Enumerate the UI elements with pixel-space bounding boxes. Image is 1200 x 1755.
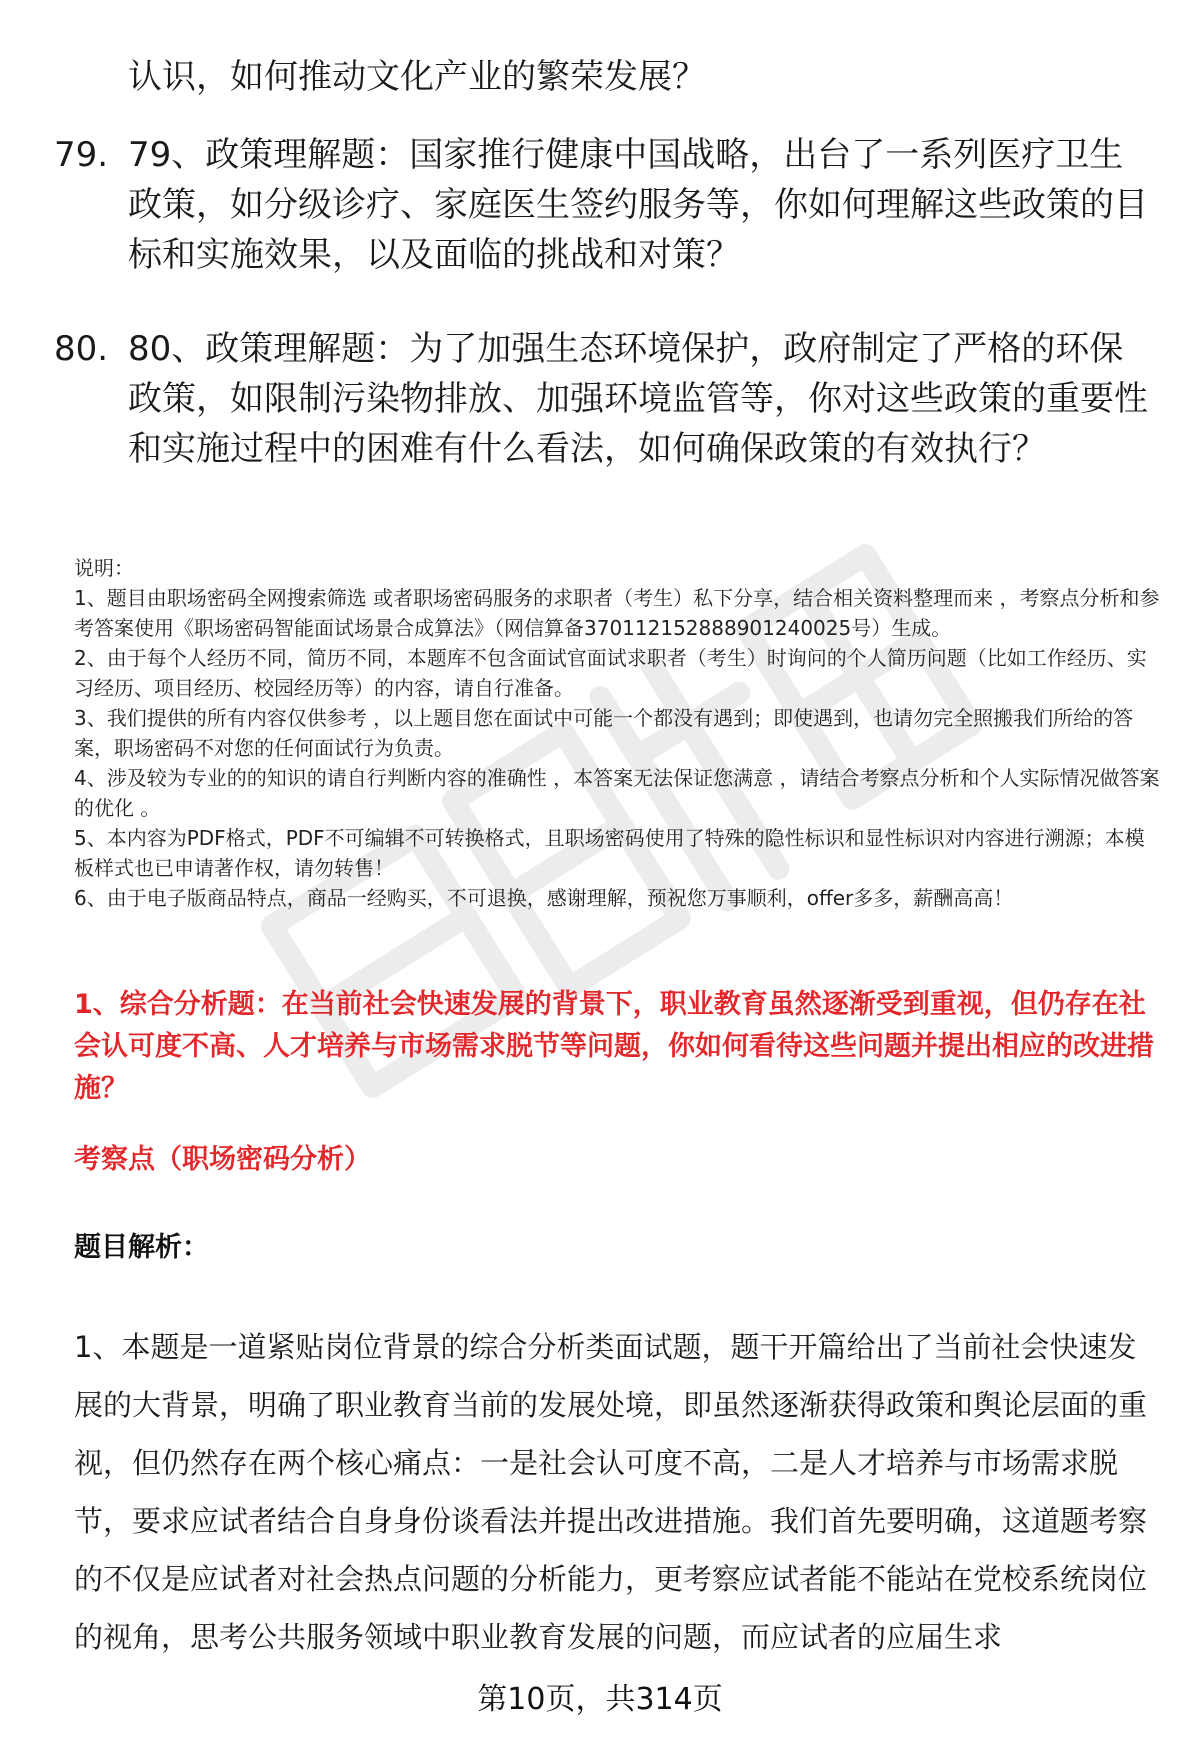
note-item: 1、题目由职场密码全网搜索筛选 或者职场密码服务的求职者（考生）私下分享，结合相关资料整理而来 ，考察点分析和参考答案使用《职场密码智能面试场景合成算法》（网信算备370112152888901240025号）生成。 bbox=[74, 586, 1160, 640]
question-text: 79、政策理解题：国家推行健康中国战略，出台了一系列医疗卫生政策，如分级诊疗、家庭医生签约服务等，你如何理解这些政策的目标和实施效果，以及面临的挑战和对策？ bbox=[128, 135, 1148, 275]
focus-label: 考察点（职场密码分析） bbox=[74, 1144, 371, 1175]
analysis-body: 1、本题是一道紧贴岗位背景的综合分析类面试题，题干开篇给出了当前社会快速发展的大背景，明确了职业教育当前的发展处境，即虽然逐渐获得政策和舆论层面的重视，但仍然存在两个核心痛点：一是社会认可度不高，二是人才培养与市场需求脱节，要求应试者结合自身身份谈看法并提出改进措施。我们首先要明确，这道题考察的不仅是应试者对社会热点问题的分析能力，更考察应试者能不能站在党校系统岗位的视角，思考公共服务领域中职业教育发展的问题，而应试者的应届生求 bbox=[74, 1330, 1148, 1654]
question-text: 认识，如何推动文化产业的繁荣发展？ bbox=[128, 57, 706, 97]
notes-section bbox=[74, 553, 1164, 913]
analysis-heading: 题目解析： bbox=[74, 1232, 209, 1263]
notes-title: 说明： bbox=[74, 556, 134, 580]
main-question: 1、综合分析题：在当前社会快速发展的背景下，职业教育虽然逐渐受到重视，但仍存在社会认可度不高、人才培养与市场需求脱节等问题，你如何看待这些问题并提出相应的改进措施？ bbox=[74, 989, 1154, 1104]
note-item: 3、我们提供的所有内容仅供参考 ，以上题目您在面试中可能一个都没有遇到；即使遇到，也请勿完全照搬我们所给的答案，职场密码不对您的任何面试行为负责。 bbox=[74, 706, 1134, 760]
question-number: 79. bbox=[54, 135, 109, 175]
page-footer: 第10页，共314页 bbox=[477, 1682, 723, 1717]
note-item: 2、由于每个人经历不同，简历不同，本题库不包含面试官面试求职者（考生）时询问的个人简历问题（比如工作经历、实习经历、项目经历、校园经历等）的内容，请自行准备。 bbox=[74, 646, 1147, 700]
note-item: 6、由于电子版商品特点，商品一经购买，不可退换，感谢理解，预祝您万事顺利，offer多多，薪酬高高！ bbox=[74, 886, 1014, 910]
note-item: 4、涉及较为专业的的知识的请自行判断内容的准确性 ，本答案无法保证您满意 ，请结合考察点分析和个人实际情况做答案的优化 。 bbox=[74, 766, 1160, 820]
question-number: 80. bbox=[54, 329, 109, 369]
question-text: 80、政策理解题：为了加强生态环境保护，政府制定了严格的环保政策，如限制污染物排放、加强环境监管等，你对这些政策的重要性和实施过程中的困难有什么看法，如何确保政策的有效执行？ bbox=[128, 329, 1148, 469]
note-item: 5、本内容为PDF格式，PDF不可编辑不可转换格式，且职场密码使用了特殊的隐性标识和显性标识对内容进行溯源；本模板样式也已申请著作权，请勿转售！ bbox=[74, 826, 1145, 880]
